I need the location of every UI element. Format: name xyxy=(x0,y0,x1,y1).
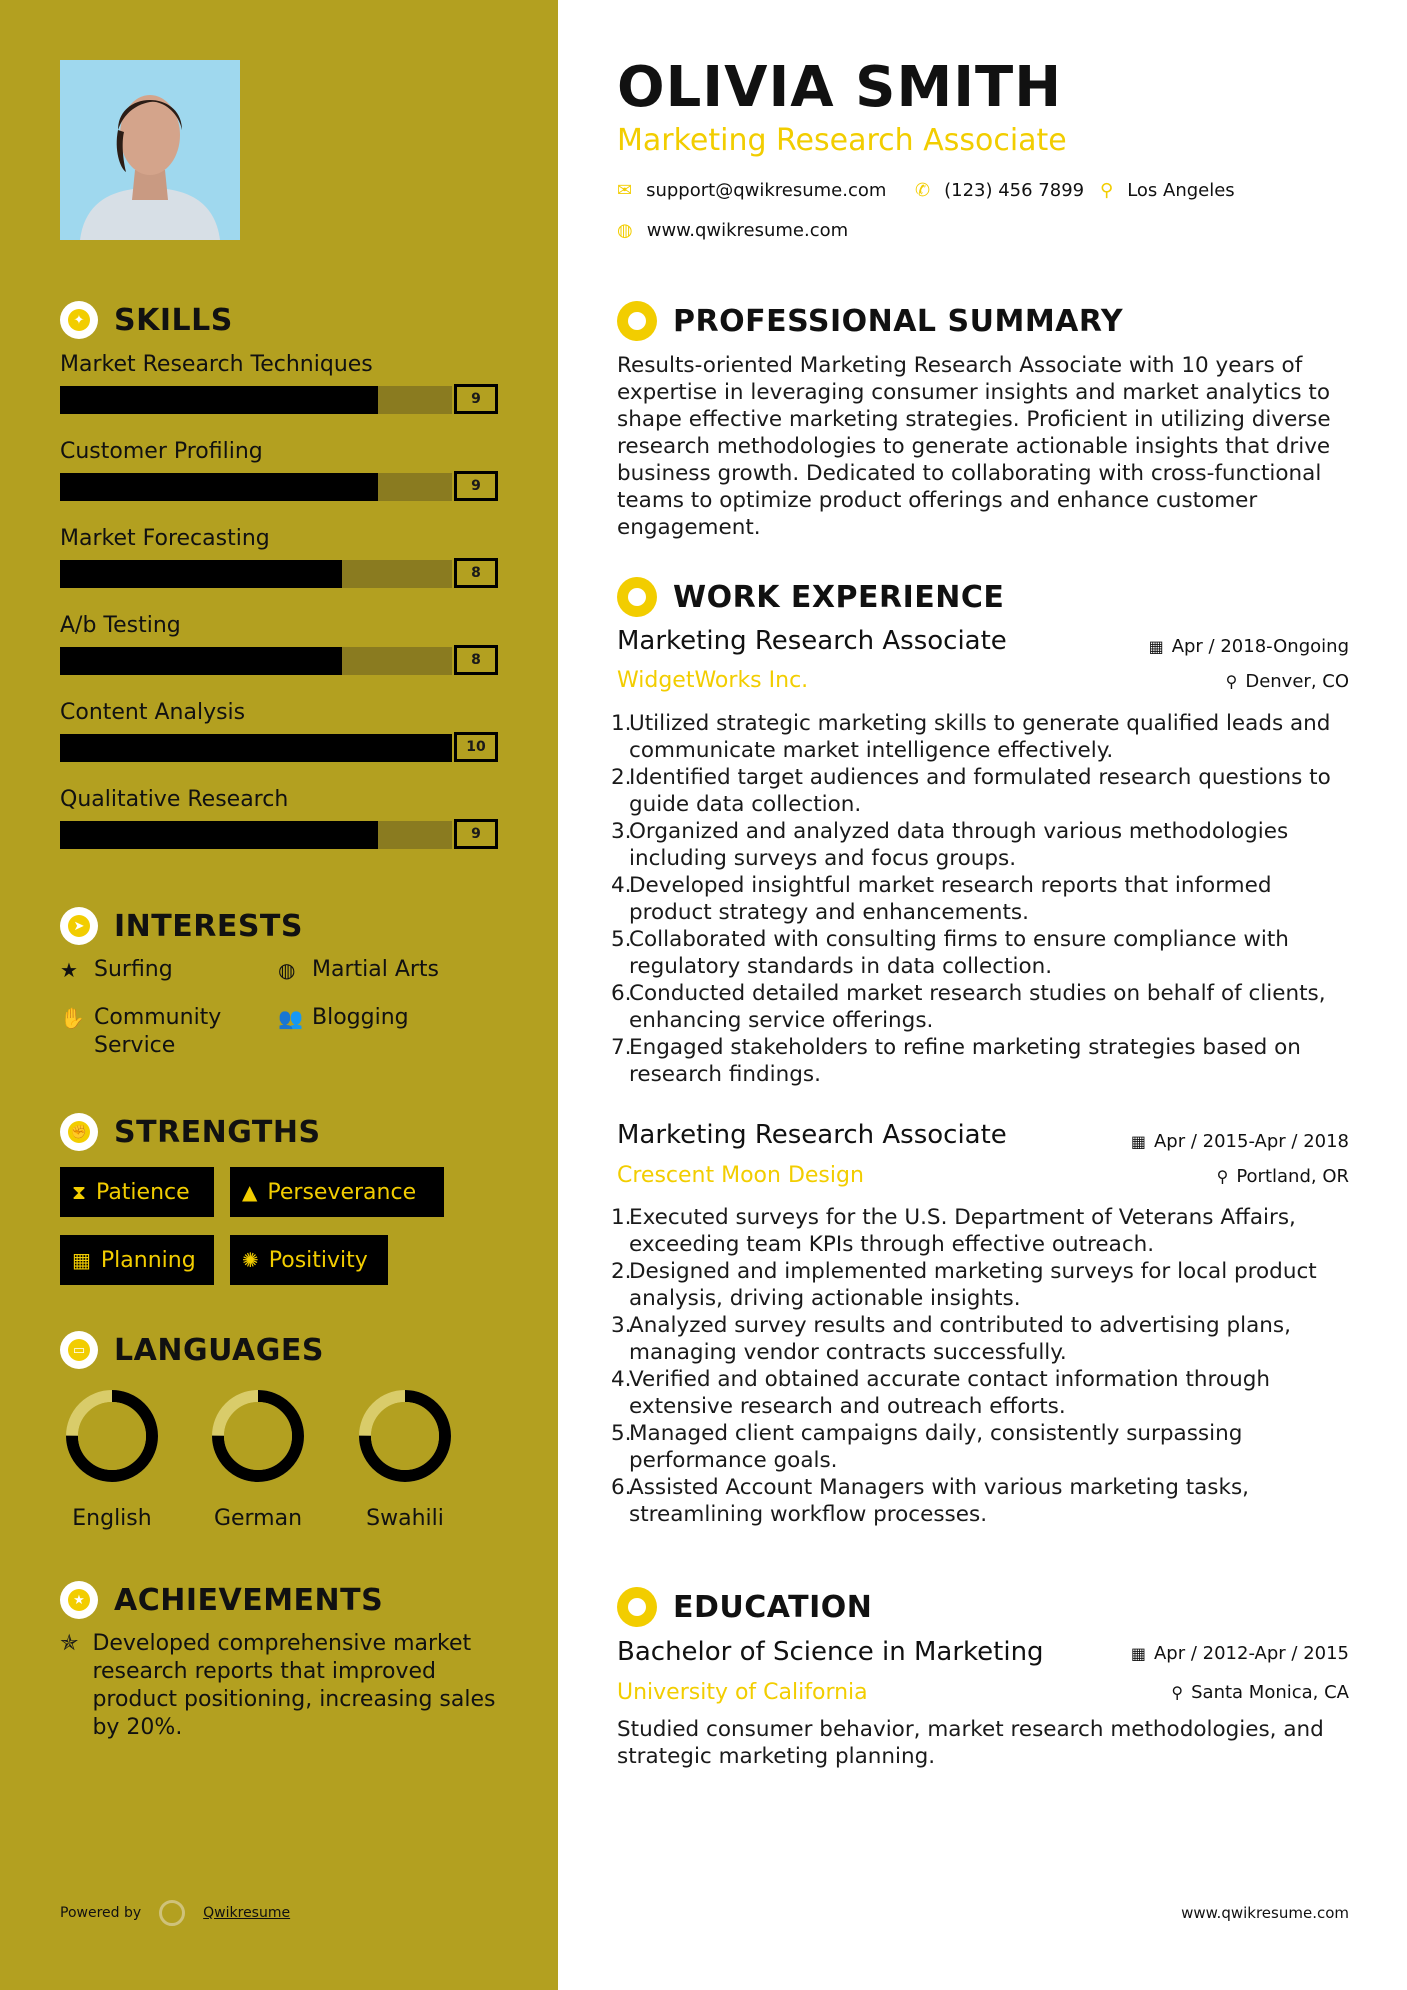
person-portrait-icon xyxy=(60,60,240,240)
list-number: 6. xyxy=(611,1475,632,1500)
skill-item xyxy=(60,524,498,588)
list-item xyxy=(611,1204,1357,1258)
language-item xyxy=(52,1388,172,1531)
interests-heading xyxy=(60,906,303,946)
strength-badge xyxy=(60,1235,214,1285)
phone-text[interactable]: (123) 456 7899 xyxy=(944,180,1085,201)
contact-email xyxy=(617,180,886,201)
work-heading xyxy=(617,576,1004,618)
list-item xyxy=(611,764,1357,818)
skill-bar-fill xyxy=(60,560,342,588)
list-item xyxy=(611,710,1357,764)
calendar-icon: ▦ xyxy=(1130,1644,1146,1663)
pin-icon: ⚲ xyxy=(1225,672,1238,691)
sun-icon: ✺ xyxy=(242,1248,259,1272)
paper-plane-icon: ➤ xyxy=(60,907,98,945)
qwikresume-logo-icon xyxy=(159,1900,185,1926)
skill-bar-track xyxy=(60,734,452,762)
skill-bar-fill xyxy=(60,821,378,849)
job-company: WidgetWorks Inc. xyxy=(617,668,809,693)
degree-title: Bachelor of Science in Marketing xyxy=(617,1637,1044,1667)
skill-level: 10 xyxy=(454,732,498,762)
skill-row xyxy=(60,645,498,675)
skill-level: 8 xyxy=(454,645,498,675)
shooting-star-icon: ✯ xyxy=(60,1631,79,1656)
skill-bar-track xyxy=(60,386,452,414)
summary-heading xyxy=(617,300,1123,342)
id-card-icon: ▭ xyxy=(60,1331,98,1369)
skill-item xyxy=(60,437,498,501)
skill-name: Market Research Techniques xyxy=(60,352,373,377)
list-text: Utilized strategic marketing skills to generate qualified leads and communicate market intelligence effectively. xyxy=(629,711,1331,763)
language-item xyxy=(345,1388,465,1531)
achievements-heading xyxy=(60,1580,383,1620)
list-number: 5. xyxy=(611,927,632,952)
skill-row xyxy=(60,819,498,849)
list-text: Assisted Account Managers with various marketing tasks, streamlining workflow processes. xyxy=(629,1475,1249,1527)
calendar-icon: ▦ xyxy=(1130,1132,1146,1151)
briefcase-chair-icon xyxy=(617,577,657,617)
skill-name: Qualitative Research xyxy=(60,787,289,812)
skill-bar-track xyxy=(60,473,452,501)
job-title: Marketing Research Associate xyxy=(617,626,1007,656)
job-location-text: Denver, CO xyxy=(1245,671,1349,692)
education-dates xyxy=(1131,1643,1349,1664)
contact-website xyxy=(617,220,848,241)
trophy-star-icon: ★ xyxy=(60,1581,98,1619)
strength-badge xyxy=(60,1167,214,1217)
job-company: Crescent Moon Design xyxy=(617,1163,864,1188)
school-name: University of California xyxy=(617,1680,868,1705)
strength-label: Patience xyxy=(96,1179,190,1205)
list-number: 7. xyxy=(611,1035,632,1060)
education-description: Studied consumer behavior, market research methodologies, and strategic marketing planning. xyxy=(617,1717,1324,1769)
list-text: Organized and analyzed data through various methodologies including surveys and focus groups. xyxy=(629,819,1289,871)
language-name: German xyxy=(213,1506,303,1531)
email-text[interactable]: support@qwikresume.com xyxy=(646,180,887,201)
education-location xyxy=(1171,1682,1349,1703)
education-heading xyxy=(617,1586,872,1628)
job-dates-text: Apr / 2018-Ongoing xyxy=(1171,636,1349,657)
skills-title: SKILLS xyxy=(114,302,233,338)
list-number: 1. xyxy=(611,711,632,736)
powered-by xyxy=(60,1900,290,1926)
strength-badge xyxy=(230,1235,388,1285)
job-title: Marketing Research Associate xyxy=(617,1120,1007,1150)
list-item xyxy=(611,1312,1357,1366)
job-location-text: Portland, OR xyxy=(1236,1166,1349,1187)
language-item xyxy=(198,1388,318,1531)
skill-name: A/b Testing xyxy=(60,613,181,638)
profile-photo xyxy=(60,60,240,240)
skill-bar-fill xyxy=(60,386,378,414)
candidate-role: Marketing Research Associate xyxy=(617,123,1067,158)
skill-level: 8 xyxy=(454,558,498,588)
contact-phone xyxy=(915,180,1084,201)
languages-title: LANGUAGES xyxy=(114,1332,324,1368)
skill-bar-fill xyxy=(60,647,342,675)
skill-name: Customer Profiling xyxy=(60,439,263,464)
language-name: Swahili xyxy=(366,1506,444,1531)
strength-badge xyxy=(230,1167,444,1217)
summary-text: Results-oriented Marketing Research Associate with 10 years of expertise in leveraging consumer insights and market analytics to shape effective marketing strategies. Proficient in utilizing diverse research methodologies to generate actionable insights that drive business growth. Dedicated to collaborating with cross-functional teams to optimize product offerings and enhance customer engagement. xyxy=(617,353,1331,540)
skill-item xyxy=(60,350,498,414)
interest-item xyxy=(60,956,173,984)
skill-bar-track xyxy=(60,560,452,588)
list-item xyxy=(611,1366,1357,1420)
envelope-icon: ✉ xyxy=(617,180,633,201)
summary-title: PROFESSIONAL SUMMARY xyxy=(673,303,1124,339)
list-number: 3. xyxy=(611,1313,632,1338)
list-text: Executed surveys for the U.S. Department of Veterans Affairs, exceeding team KPIs through effective outreach. xyxy=(629,1205,1296,1257)
pin-icon: ⚲ xyxy=(1216,1167,1229,1186)
strength-label: Perseverance xyxy=(267,1179,417,1205)
achievement-item xyxy=(60,1630,500,1742)
job-responsibilities xyxy=(611,1204,1357,1528)
calendar-icon: ▦ xyxy=(1148,637,1164,656)
users-icon: 👥 xyxy=(278,1006,303,1030)
list-text: Managed client campaigns daily, consistently surpassing performance goals. xyxy=(629,1421,1243,1473)
list-number: 5. xyxy=(611,1421,632,1446)
list-number: 1. xyxy=(611,1205,632,1230)
language-ring xyxy=(357,1388,453,1484)
hand-icon: ✋ xyxy=(60,1006,85,1030)
qwikresume-link[interactable]: Qwikresume xyxy=(203,1905,291,1921)
list-text: Verified and obtained accurate contact information through extensive research and outreach efforts. xyxy=(629,1367,1270,1419)
job-dates-text: Apr / 2015-Apr / 2018 xyxy=(1153,1131,1349,1152)
interest-item xyxy=(278,956,439,984)
list-text: Identified target audiences and formulated research questions to guide data collection. xyxy=(629,765,1331,817)
skill-item xyxy=(60,698,498,762)
education-location-text: Santa Monica, CA xyxy=(1191,1682,1349,1703)
star-icon: ★ xyxy=(60,958,78,982)
interest-label: Surfing xyxy=(94,957,173,982)
strengths-title: STRENGTHS xyxy=(114,1114,321,1150)
powered-by-label: Powered by xyxy=(60,1905,142,1921)
list-text: Engaged stakeholders to refine marketing strategies based on research findings. xyxy=(629,1035,1301,1087)
skill-item xyxy=(60,611,498,675)
globe-icon: ◍ xyxy=(617,220,633,241)
list-item xyxy=(611,980,1357,1034)
job-location xyxy=(1226,671,1349,692)
skill-name: Content Analysis xyxy=(60,700,246,725)
sidebar xyxy=(0,0,558,1990)
skill-row xyxy=(60,732,498,762)
list-number: 4. xyxy=(611,1367,632,1392)
interest-label: Community Service xyxy=(94,1005,222,1058)
list-text: Designed and implemented marketing surveys for local product analysis, driving actionable insights. xyxy=(629,1259,1317,1311)
list-item xyxy=(611,872,1357,926)
skill-bar-fill xyxy=(60,734,452,762)
fist-icon: ✊ xyxy=(60,1113,98,1151)
candidate-name: OLIVIA SMITH xyxy=(617,55,1063,120)
strength-label: Positivity xyxy=(268,1247,368,1273)
strengths-heading xyxy=(60,1112,321,1152)
location-text: Los Angeles xyxy=(1127,180,1235,201)
job-dates xyxy=(1149,636,1349,657)
skill-row xyxy=(60,558,498,588)
list-number: 6. xyxy=(611,981,632,1006)
graduation-icon xyxy=(617,1587,657,1627)
job-location xyxy=(1217,1166,1349,1187)
education-title: EDUCATION xyxy=(673,1589,873,1625)
interests-title: INTERESTS xyxy=(114,908,303,944)
globe-icon: ◍ xyxy=(278,958,296,982)
list-text: Collaborated with consulting firms to ensure compliance with regulatory standards in data collection. xyxy=(629,927,1289,979)
interest-item xyxy=(60,1004,250,1060)
skill-row xyxy=(60,384,498,414)
language-ring xyxy=(64,1388,160,1484)
skill-level: 9 xyxy=(454,471,498,501)
strength-label: Planning xyxy=(100,1247,196,1273)
calendar-icon: ▦ xyxy=(72,1248,91,1272)
interest-item xyxy=(278,1004,409,1032)
phone-icon: ✆ xyxy=(915,180,931,201)
list-item xyxy=(611,1474,1357,1528)
website-text[interactable]: www.qwikresume.com xyxy=(646,220,849,241)
lightbulb-icon: ✦ xyxy=(60,301,98,339)
work-title: WORK EXPERIENCE xyxy=(673,579,1005,615)
achievement-text: Developed comprehensive market research reports that improved product positioning, increasing sales by 20%. xyxy=(92,1631,496,1740)
languages-heading xyxy=(60,1330,324,1370)
job-responsibilities xyxy=(611,710,1357,1088)
language-name: English xyxy=(72,1506,152,1531)
list-number: 4. xyxy=(611,873,632,898)
list-item xyxy=(611,1034,1357,1088)
list-number: 2. xyxy=(611,765,632,790)
skill-bar-fill xyxy=(60,473,378,501)
list-item xyxy=(611,926,1357,980)
skills-heading xyxy=(60,300,233,340)
skill-name: Market Forecasting xyxy=(60,526,270,551)
achievements-title: ACHIEVEMENTS xyxy=(114,1582,384,1618)
list-text: Developed insightful market research reports that informed product strategy and enhancements. xyxy=(629,873,1272,925)
skill-item xyxy=(60,785,498,849)
hourglass-icon: ⧗ xyxy=(72,1180,87,1204)
skill-level: 9 xyxy=(454,819,498,849)
skill-bar-track xyxy=(60,821,452,849)
skill-bar-track xyxy=(60,647,452,675)
list-text: Analyzed survey results and contributed to advertising plans, managing vendor contracts successfully. xyxy=(629,1313,1291,1365)
skill-row xyxy=(60,471,498,501)
interest-label: Martial Arts xyxy=(312,957,440,982)
interest-label: Blogging xyxy=(312,1005,409,1030)
list-item xyxy=(611,1258,1357,1312)
list-item xyxy=(611,1420,1357,1474)
education-dates-text: Apr / 2012-Apr / 2015 xyxy=(1153,1643,1349,1664)
map-pin-icon: ⚲ xyxy=(1100,180,1114,201)
user-icon xyxy=(617,301,657,341)
list-number: 2. xyxy=(611,1259,632,1284)
skill-level: 9 xyxy=(454,384,498,414)
footer-url[interactable]: www.qwikresume.com xyxy=(1181,1904,1349,1922)
list-text: Conducted detailed market research studies on behalf of clients, enhancing service offerings. xyxy=(629,981,1326,1033)
language-ring xyxy=(210,1388,306,1484)
pin-icon: ⚲ xyxy=(1171,1683,1184,1702)
road-icon: ▲ xyxy=(242,1180,258,1204)
job-dates xyxy=(1131,1131,1349,1152)
list-number: 3. xyxy=(611,819,632,844)
contact-location xyxy=(1100,180,1235,201)
list-item xyxy=(611,818,1357,872)
